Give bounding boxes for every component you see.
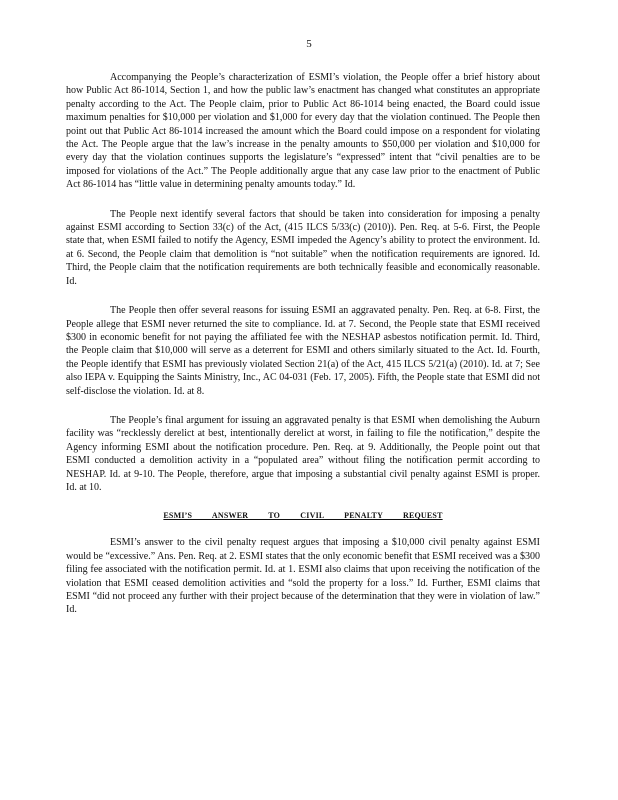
paragraph-penalty-factors: The People next identify several factors that should be taken into consideration for imposing a penalty against ESMI according to Section 33(c) of the Act, (415 ILCS 5/33(c) (2010)). Pen. Req. at 5-6. First, the People state that, when ESMI failed to notify the Agency, ESMI impeded the Agency’s ability to protect the environment. Id. at 6. Second, the People claim that demolition is “not suitable” when the notification requirements are ignored. Id. Third, the People claim that the notification requirements are both technically feasible and economically reasonable. Id. bbox=[66, 208, 540, 287]
paragraph-aggravated-reasons: The People then offer several reasons for issuing ESMI an aggravated penalty. Pen. Req. at 6-8. First, the People allege that ESMI never returned the site to compliance. Id. at 7. Second, the People state that ESMI received $300 in economic benefit for not paying the affiliated fee with the NESHAP asbestos notification permit. Id. Third, the People claim that $10,000 will serve as a deterrent for ESMI and others similarly situated to the Act. Id. Fourth, the People identify that ESMI has previously violated Section 21(a) of the Act, 415 ILCS 5/21(a) (2010). Id. at 7; See also IEPA v. Equipping the Saints Ministry, Inc., AC 04-031 (Feb. 17, 2005). Fifth, the People state that ESMI did not self-disclose the violation. Id. at 8. bbox=[66, 305, 540, 397]
section-heading-text: ESMI’S ANSWER TO CIVIL PENALTY REQUEST bbox=[163, 511, 443, 521]
document-body bbox=[66, 71, 540, 633]
paragraph-esmi-answer: ESMI’s answer to the civil penalty request argues that imposing a $10,000 civil penalty against ESMI would be “excessive.” Ans. Pen. Req. at 2. ESMI states that the only economic benefit that ESMI received was a $300 filing fee associated with the notification permit. Id. at 1. ESMI also claims that upon receiving the notification of the violation that ESMI ceased demolition activities and “sold the property for a loss.” Id. Further, ESMI claims that ESMI “did not proceed any further with their project because of the determination that they were in violation of law.” Id. bbox=[66, 537, 540, 616]
page-number: 5 bbox=[306, 38, 312, 50]
paragraph-final-argument: The People’s final argument for issuing an aggravated penalty is that ESMI when demolishing the Auburn facility was “recklessly derelict at best, intentionally derelict at worst, in failing to file the notification,” despite the Agency informing ESMI about the notification procedure. Pen. Req. at 9. Additionally, the People point out that ESMI conducted a demolition activity in a “populated area” without filing the notification permit according to NESHAP. Id. at 9-10. The People, therefore, argue that imposing a substantial civil penalty against ESMI is proper. Id. at 10. bbox=[66, 414, 540, 493]
section-heading bbox=[66, 510, 540, 522]
paragraph-penalty-history: Accompanying the People’s characterization of ESMI’s violation, the People offer a brief history about how Public Act 86-1014, Section 1, and how the public law’s enactment has changed what constitutes an appropriate penalty according to the Act. The People claim, prior to Public Act 86-1014 being enacted, the Board could issue maximum penalties for $10,000 per violation and $1,000 for every day that the violation continued. The People then point out that Public Act 86-1014 increased the amount which the Board could impose on a respondent for violating the Act. The People argue that the law’s increase in the penalty amounts to $50,000 per violation and $10,000 for every day that the violation continues supports the legislature’s “expressed” intent that “civil penalties are to be imposed for violations of the Act.” The People additionally argue that any case law prior to the enactment of Public Act 86-1014 has “little value in determining penalty amounts today.” Id. bbox=[66, 72, 540, 191]
